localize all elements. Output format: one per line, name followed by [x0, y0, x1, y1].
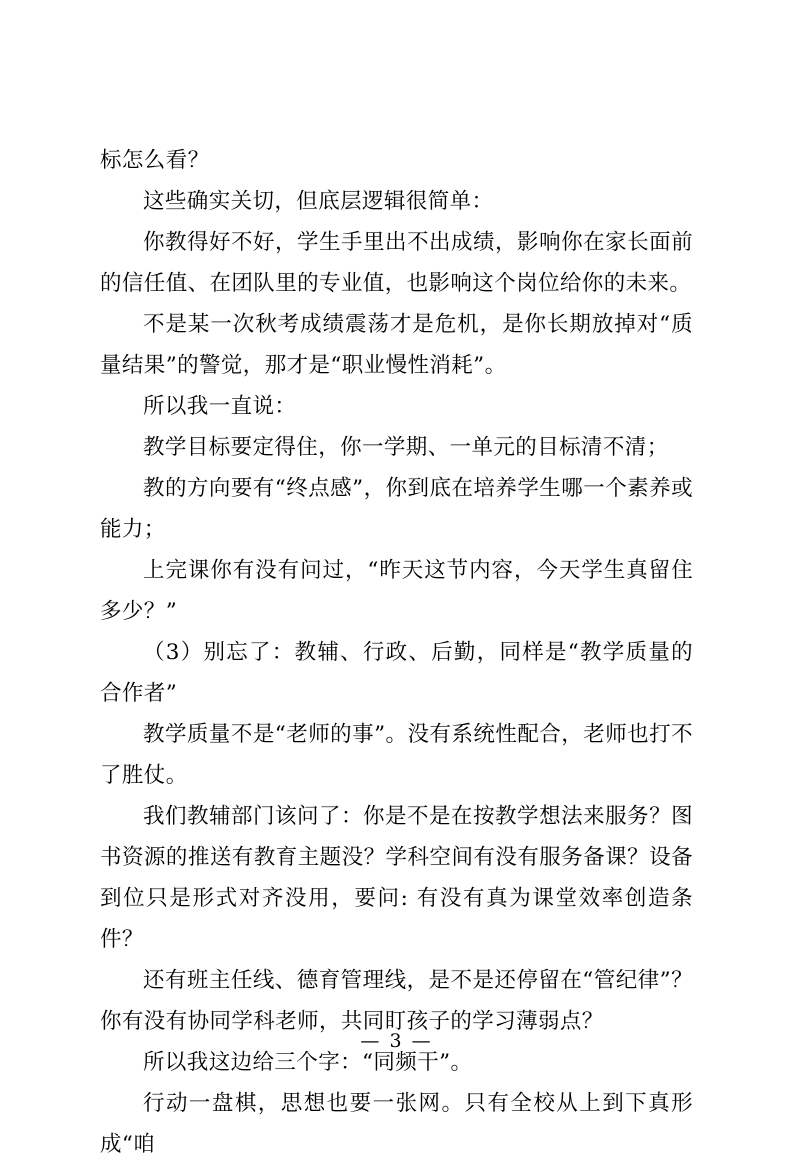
- paragraph: 标怎么看？: [100, 148, 210, 173]
- paragraph: 这些确实关切，但底层逻辑很简单：: [143, 189, 494, 214]
- paragraph: 你教得好不好，学生手里出不出成绩，影响你在家长面前的信任值、在团队里的专业值，也影响这个岗位给你的未来。: [100, 230, 693, 296]
- paragraph: 教学目标要定得住，你一学期、一单元的目标清不清；: [143, 435, 669, 460]
- paragraph: 不是某一次秋考成绩震荡才是危机，是你长期放掉对“质量结果”的警觉，那才是“职业慢性消耗”。: [100, 312, 693, 378]
- paragraph: 所以我这边给三个字：“同频干”。: [143, 1050, 473, 1075]
- paragraph: 上完课你有没有问过，“昨天这节内容，今天学生真留住多少？”: [100, 558, 693, 624]
- paragraph: 教的方向要有“终点感”，你到底在培养学生哪一个素养或能力；: [100, 476, 693, 542]
- paragraph: 我们教辅部门该问了：你是不是在按教学想法来服务？图书资源的推送有教育主题没？学科空间有没有服务备课？设备到位只是形式对齐没用，要问: 有没有真为课堂效率创造条件？: [100, 804, 693, 952]
- page-number: — 3 —: [360, 1030, 433, 1052]
- paragraph: 还有班主任线、德育管理线，是不是还停留在“管纪律”？你有没有协同学科老师，共同盯孩子的学习薄弱点？: [100, 968, 693, 1034]
- paragraph: （3）别忘了：教辅、行政、后勤，同样是“教学质量的合作者”: [100, 640, 693, 706]
- paragraph: 行动一盘棋，思想也要一张网。只有全校从上到下真形成“咱: [100, 1091, 693, 1157]
- paragraph: 所以我一直说：: [143, 394, 297, 419]
- document-body: [100, 140, 693, 1165]
- paragraph: 教学质量不是“老师的事”。没有系统性配合，老师也打不了胜仗。: [100, 722, 693, 788]
